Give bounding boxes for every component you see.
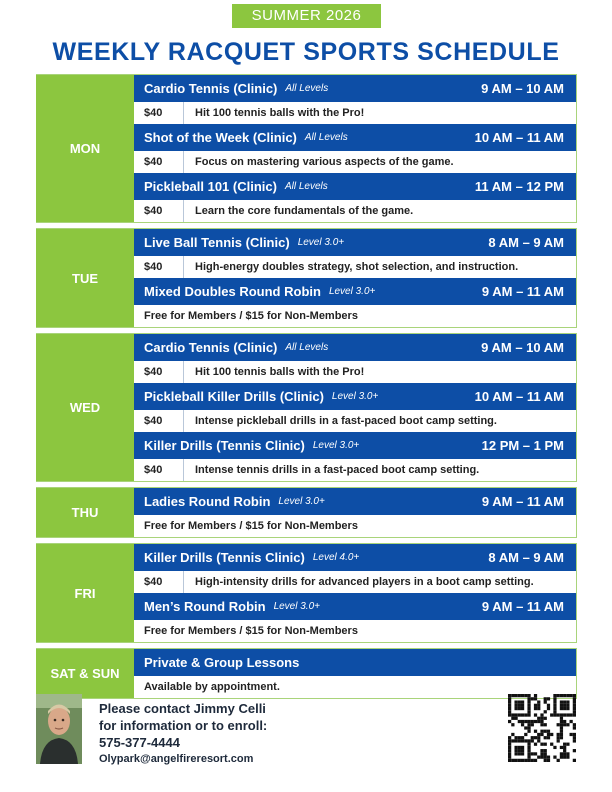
session-level: All Levels: [285, 342, 329, 353]
session-time: 8 AM – 9 AM: [488, 550, 564, 565]
page-title: WEEKLY RACQUET SPORTS SCHEDULE: [52, 38, 560, 66]
session-title: Cardio Tennis (Clinic): [144, 81, 278, 96]
session-title: Private & Group Lessons: [144, 655, 300, 670]
session-info-row: [134, 102, 576, 124]
session-time: 12 PM – 1 PM: [481, 438, 564, 453]
session-time: 8 AM – 9 AM: [488, 235, 564, 250]
session-price: $40: [134, 102, 184, 124]
session-title: Pickleball 101 (Clinic): [144, 179, 277, 194]
contact-email[interactable]: Olypark@angelfireresort.com: [99, 753, 254, 765]
session-description: Hit 100 tennis balls with the Pro!: [195, 366, 365, 378]
session-level: Level 3.0+: [297, 237, 345, 248]
session-price: $40: [134, 459, 184, 481]
session-time: 9 AM – 11 AM: [481, 599, 564, 614]
session-time: 11 AM – 12 PM: [474, 179, 564, 194]
day-label: FRI: [36, 544, 134, 642]
session-price: $40: [134, 410, 184, 432]
session-header: [134, 593, 576, 620]
sessions-list: [134, 649, 576, 698]
day-label: WED: [36, 334, 134, 481]
session-level: Level 3.0+: [312, 440, 360, 451]
session-header: [134, 488, 576, 515]
sessions-list: [134, 75, 576, 222]
session-header: [134, 124, 576, 151]
sessions-list: [134, 229, 576, 327]
day-label: MON: [36, 75, 134, 222]
session-description: Intense tennis drills in a fast-paced boot camp setting.: [195, 464, 480, 476]
session-level: All Levels: [284, 181, 328, 192]
session-info-row: [134, 571, 576, 593]
session-note: Available by appointment.: [144, 681, 280, 693]
schedule-table: [36, 74, 577, 704]
sessions-list: [134, 544, 576, 642]
session-info-row: [134, 620, 576, 642]
qr-code[interactable]: [508, 694, 576, 762]
session-note: Free for Members / $15 for Non-Members: [144, 625, 358, 637]
session-level: Level 4.0+: [312, 552, 360, 563]
session-title: Mixed Doubles Round Robin: [144, 284, 321, 299]
session-time: 10 AM – 11 AM: [474, 130, 564, 145]
session-title: Cardio Tennis (Clinic): [144, 340, 278, 355]
session-price: $40: [134, 151, 184, 173]
session-description: Learn the core fundamentals of the game.: [195, 205, 414, 217]
session-header: [134, 173, 576, 200]
contact-line-2: for information or to enroll:: [99, 718, 268, 733]
session-description: High-intensity drills for advanced players in a boot camp setting.: [195, 576, 534, 588]
day-block: [36, 333, 577, 482]
session-title: Pickleball Killer Drills (Clinic): [144, 389, 324, 404]
session-header: [134, 334, 576, 361]
session-info-row: [134, 305, 576, 327]
day-block: [36, 648, 577, 699]
session-info-row: [134, 200, 576, 222]
session-level: Level 3.0+: [273, 601, 320, 612]
session-level: Level 3.0+: [331, 391, 379, 402]
session-info-row: [134, 515, 576, 537]
session-title: Live Ball Tennis (Clinic): [144, 235, 290, 250]
session-info-row: [134, 459, 576, 481]
session-header: [134, 278, 576, 305]
day-block: [36, 487, 577, 538]
session-title: Killer Drills (Tennis Clinic): [144, 438, 305, 453]
session-price: $40: [134, 200, 184, 222]
contact-photo: [36, 694, 82, 764]
session-time: 9 AM – 11 AM: [481, 284, 564, 299]
session-level: Level 3.0+: [278, 496, 325, 507]
session-header: [134, 649, 576, 676]
session-header: [134, 229, 576, 256]
session-price: $40: [134, 361, 184, 383]
day-block: [36, 543, 577, 643]
session-level: All Levels: [285, 83, 329, 94]
session-level: All Levels: [304, 132, 348, 143]
qr-code-icon: [508, 694, 576, 762]
session-description: Hit 100 tennis balls with the Pro!: [195, 107, 365, 119]
session-description: Intense pickleball drills in a fast-paced boot camp setting.: [195, 415, 497, 427]
season-tag: SUMMER 2026: [232, 4, 381, 28]
contact-phone[interactable]: 575-377-4444: [99, 735, 180, 750]
session-level: Level 3.0+: [328, 286, 376, 297]
session-note: Free for Members / $15 for Non-Members: [144, 310, 358, 322]
session-price: $40: [134, 256, 184, 278]
session-time: 9 AM – 10 AM: [481, 81, 564, 96]
contact-line-1: Please contact Jimmy Celli: [99, 701, 266, 716]
session-header: [134, 383, 576, 410]
contact-footer: [36, 694, 577, 770]
session-note: Free for Members / $15 for Non-Members: [144, 520, 358, 532]
session-time: 9 AM – 10 AM: [481, 340, 564, 355]
session-time: 9 AM – 11 AM: [481, 494, 564, 509]
session-description: Focus on mastering various aspects of the game.: [195, 156, 454, 168]
session-time: 10 AM – 11 AM: [474, 389, 564, 404]
session-description: High-energy doubles strategy, shot selection, and instruction.: [195, 261, 519, 273]
contact-info: [99, 700, 267, 768]
session-title: Killer Drills (Tennis Clinic): [144, 550, 305, 565]
session-header: [134, 75, 576, 102]
session-info-row: [134, 151, 576, 173]
sessions-list: [134, 334, 576, 481]
session-header: [134, 544, 576, 571]
day-label: TUE: [36, 229, 134, 327]
session-title: Ladies Round Robin: [144, 494, 271, 509]
day-block: [36, 228, 577, 328]
day-label: THU: [36, 488, 134, 537]
session-info-row: [134, 256, 576, 278]
session-price: $40: [134, 571, 184, 593]
session-title: Men’s Round Robin: [144, 599, 266, 614]
sessions-list: [134, 488, 576, 537]
day-block: [36, 74, 577, 223]
session-info-row: [134, 361, 576, 383]
session-title: Shot of the Week (Clinic): [144, 130, 297, 145]
day-label: SAT & SUN: [36, 649, 134, 698]
avatar: [36, 694, 82, 764]
session-header: [134, 432, 576, 459]
session-info-row: [134, 410, 576, 432]
